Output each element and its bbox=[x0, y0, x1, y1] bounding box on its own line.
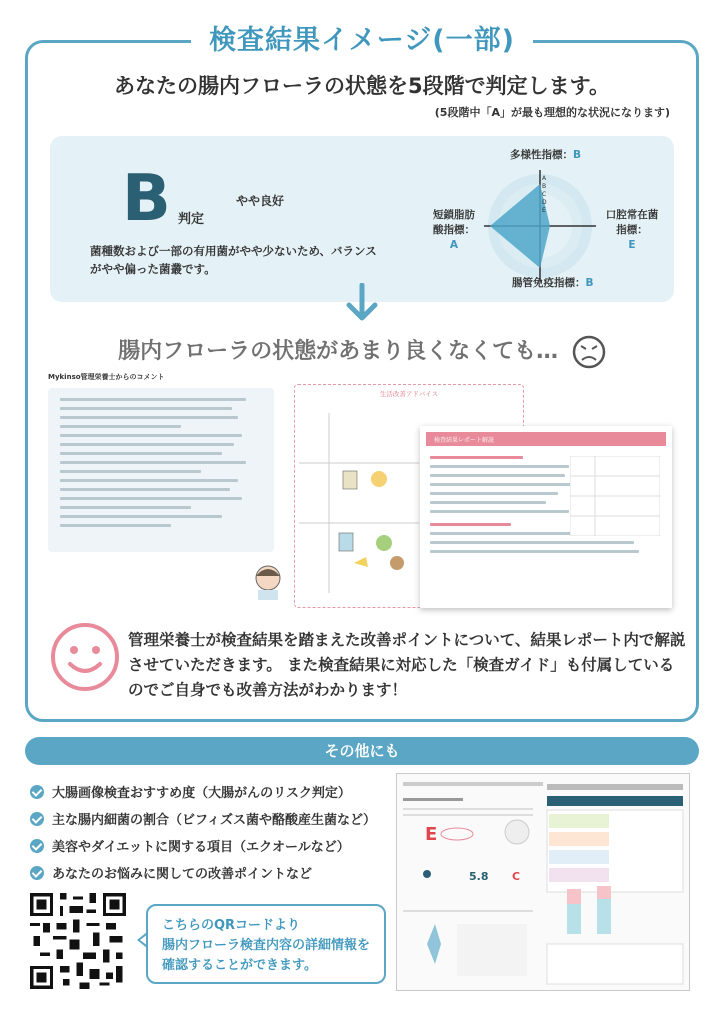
report-score-grade: C bbox=[512, 870, 521, 883]
list-item: 大腸画像検査おすすめ度（大腸がんのリスク判定） bbox=[30, 778, 376, 805]
axis-diversity: 多様性指標：B bbox=[510, 149, 582, 161]
scale-label: D bbox=[542, 199, 547, 206]
grade-description: やや良好 bbox=[236, 194, 285, 208]
food-illustrations bbox=[299, 413, 419, 593]
scale-label: B bbox=[542, 183, 547, 190]
scale-label: A bbox=[542, 175, 547, 182]
grade-comment: 菌種数および一部の有用菌がやや少ないため、バランスがやや偏った菌叢です。 bbox=[90, 244, 377, 276]
axis-immune: 腸管免疫指標：B bbox=[512, 277, 594, 289]
worse-line: 腸内フローラの状態があまり良くなくても… bbox=[0, 334, 724, 369]
smiley-icon bbox=[50, 622, 120, 692]
list-item: 主な腸内細菌の割合（ビフィズス菌や酪酸産生菌など） bbox=[30, 805, 376, 832]
axis-scfa: 短鎖脂肪酸指標： A bbox=[433, 209, 475, 251]
nutritionist-note: 管理栄養士が検査結果を踏まえた改善ポイントについて、結果レポート内で解説させていただきます。 また検査結果に対応した「検査ガイド」も付属しているのでご自身でも改善方法がわかります！ bbox=[128, 631, 686, 699]
qr-code[interactable] bbox=[30, 893, 126, 989]
preview-title: 生活改善アドバイス bbox=[379, 390, 439, 398]
report-score: 5.8 bbox=[469, 870, 489, 883]
check-icon bbox=[30, 839, 44, 853]
report-thumbnail bbox=[397, 774, 691, 992]
preview-title: Mykinso管理栄養士からのコメント bbox=[48, 373, 165, 381]
grade-letter: B bbox=[122, 162, 171, 236]
page-title: 検査結果イメージ(一部) bbox=[191, 18, 533, 57]
list-item: 美容やダイエットに関する項目（エクオールなど） bbox=[30, 832, 376, 859]
radar-chart bbox=[480, 166, 600, 286]
report-grade-e: E bbox=[425, 824, 438, 845]
report-explanation-preview bbox=[420, 426, 672, 608]
preview-title: 検査結果レポート解説 bbox=[426, 432, 666, 446]
arrow-down-icon bbox=[345, 283, 379, 323]
scale-label: C bbox=[542, 191, 547, 198]
grade-label: 判定 bbox=[178, 212, 205, 227]
others-list bbox=[30, 778, 376, 886]
grade-table bbox=[570, 456, 660, 536]
check-icon bbox=[30, 866, 44, 880]
nutritionist-avatar bbox=[248, 560, 288, 600]
subnote: (5段階中「A」が最も理想的な状況になります) bbox=[434, 106, 670, 119]
list-item: あなたのお悩みに関しての改善ポイントなど bbox=[30, 859, 376, 886]
scale-label: E bbox=[542, 207, 546, 214]
result-box bbox=[50, 136, 674, 302]
qr-explanation-bubble: こちらのQRコードより 腸内フローラ検査内容の詳細情報を 確認することができます。 bbox=[146, 904, 386, 984]
check-icon bbox=[30, 812, 44, 826]
axis-oral: 口腔常在菌指標： E bbox=[605, 209, 659, 251]
headline: あなたの腸内フローラの状態を5段階で判定します。 bbox=[114, 74, 610, 98]
nutritionist-comment-preview bbox=[48, 372, 288, 606]
sad-face-icon bbox=[572, 335, 606, 369]
others-header: その他にも bbox=[25, 737, 699, 765]
check-icon bbox=[30, 785, 44, 799]
report-preview bbox=[396, 773, 690, 991]
